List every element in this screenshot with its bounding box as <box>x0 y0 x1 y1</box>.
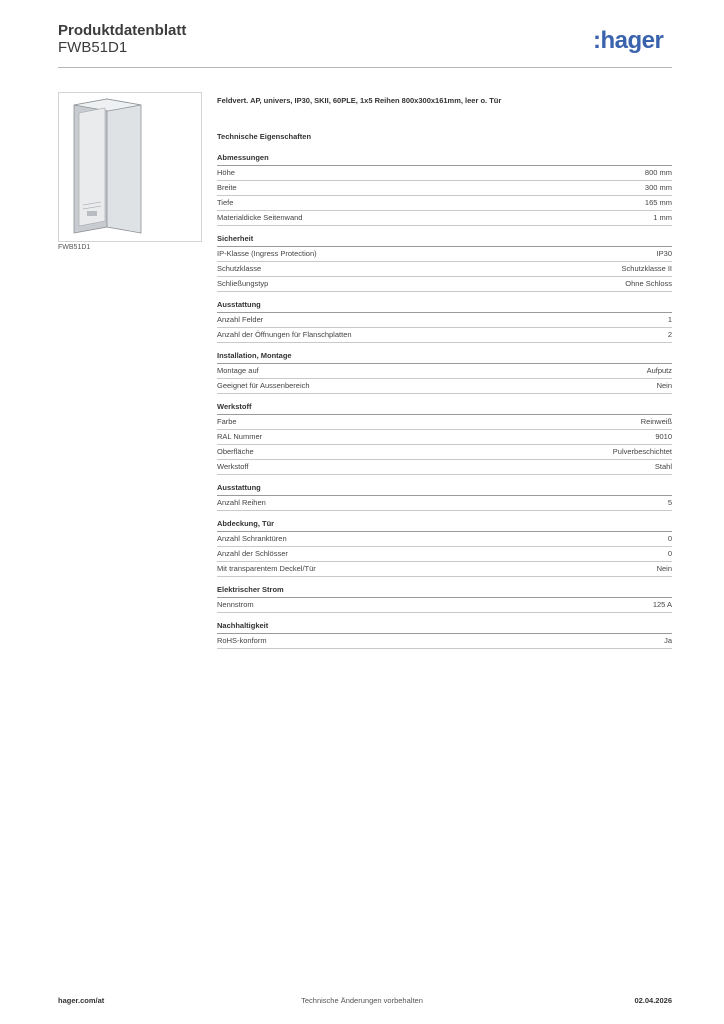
spec-label: Anzahl Schranktüren <box>217 534 287 543</box>
image-caption: FWB51D1 <box>58 244 91 251</box>
spec-section <box>217 153 672 226</box>
spec-label: Schließungstyp <box>217 279 269 288</box>
spec-value: Aufputz <box>646 366 672 375</box>
spec-label: Materialdicke Seitenwand <box>217 213 303 222</box>
section-title: Ausstattung <box>217 300 672 313</box>
spec-value: Reinweiß <box>640 417 672 426</box>
spec-label: Breite <box>217 183 237 192</box>
spec-row <box>217 379 672 394</box>
section-title: Sicherheit <box>217 234 672 247</box>
spec-value: Schutzklasse II <box>621 264 672 273</box>
spec-value: 5 <box>667 498 672 507</box>
section-title: Werkstoff <box>217 402 672 415</box>
spec-row <box>217 496 672 511</box>
spec-value: 1 <box>667 315 672 324</box>
header-divider <box>58 67 672 68</box>
spec-section <box>217 483 672 511</box>
spec-value: 1 mm <box>653 213 672 222</box>
spec-row <box>217 445 672 460</box>
spec-row <box>217 262 672 277</box>
spec-value: 2 <box>667 330 672 339</box>
spec-label: RoHS-konform <box>217 636 267 645</box>
spec-content <box>217 95 672 657</box>
spec-row <box>217 247 672 262</box>
tech-properties-title: Technische Eigenschaften <box>217 132 312 141</box>
spec-label: IP-Klasse (Ingress Protection) <box>217 249 317 258</box>
spec-section <box>217 402 672 475</box>
spec-value: 800 mm <box>644 168 672 177</box>
spec-row <box>217 277 672 292</box>
spec-row <box>217 313 672 328</box>
footer-date: 02.04.2026 <box>634 996 672 1005</box>
section-title: Elektrischer Strom <box>217 585 672 598</box>
spec-value: Stahl <box>654 462 672 471</box>
spec-row <box>217 430 672 445</box>
spec-value: 165 mm <box>644 198 672 207</box>
spec-section <box>217 234 672 292</box>
spec-sections <box>217 153 672 649</box>
spec-value: 0 <box>667 549 672 558</box>
spec-value: Pulverbeschichtet <box>612 447 672 456</box>
spec-value: 9010 <box>655 432 672 441</box>
spec-label: Schutzklasse <box>217 264 262 273</box>
spec-label: Nennstrom <box>217 600 254 609</box>
spec-row <box>217 181 672 196</box>
section-title: Abmessungen <box>217 153 672 166</box>
spec-row <box>217 532 672 547</box>
section-title: Ausstattung <box>217 483 672 496</box>
spec-label: Höhe <box>217 168 235 177</box>
spec-section <box>217 585 672 613</box>
spec-label: Geeignet für Aussenbereich <box>217 381 310 390</box>
spec-value: Nein <box>656 564 672 573</box>
spec-label: Tiefe <box>217 198 234 207</box>
section-title: Abdeckung, Tür <box>217 519 672 532</box>
footer-website: hager.com/at <box>58 996 105 1005</box>
spec-section <box>217 621 672 649</box>
spec-section <box>217 300 672 343</box>
spec-label: Oberfläche <box>217 447 254 456</box>
section-title: Nachhaltigkeit <box>217 621 672 634</box>
logo-text: hager <box>600 27 664 54</box>
spec-section <box>217 351 672 394</box>
spec-label: Montage auf <box>217 366 259 375</box>
enclosure-illustration-icon <box>59 93 201 241</box>
spec-value: 125 A <box>652 600 672 609</box>
spec-value: Ohne Schloss <box>625 279 672 288</box>
spec-row <box>217 634 672 649</box>
spec-row <box>217 415 672 430</box>
spec-label: Anzahl Felder <box>217 315 264 324</box>
product-image <box>58 92 202 242</box>
page-title: Produktdatenblatt <box>58 22 187 39</box>
spec-row <box>217 547 672 562</box>
spec-label: Anzahl Reihen <box>217 498 266 507</box>
hager-logo <box>593 27 663 55</box>
footer-disclaimer: Technische Änderungen vorbehalten <box>301 996 423 1005</box>
spec-row <box>217 598 672 613</box>
spec-row <box>217 364 672 379</box>
spec-row <box>217 196 672 211</box>
spec-label: Anzahl der Schlösser <box>217 549 288 558</box>
spec-section <box>217 519 672 577</box>
spec-label: RAL Nummer <box>217 432 263 441</box>
spec-label: Mit transparentem Deckel/Tür <box>217 564 316 573</box>
spec-label: Anzahl der Öffnungen für Flanschplatten <box>217 330 352 339</box>
logo-dots-icon: : <box>593 27 601 54</box>
product-description: Feldvert. AP, univers, IP30, SKII, 60PLE, 1x5 Reihen 800x300x161mm, leer o. Tür <box>217 96 502 105</box>
spec-row <box>217 166 672 181</box>
product-code: FWB51D1 <box>58 39 128 56</box>
spec-label: Farbe <box>217 417 237 426</box>
spec-row <box>217 562 672 577</box>
spec-value: Ja <box>664 636 672 645</box>
spec-row <box>217 211 672 226</box>
spec-label: Werkstoff <box>217 462 249 471</box>
spec-row <box>217 328 672 343</box>
spec-value: 300 mm <box>644 183 672 192</box>
spec-value: IP30 <box>656 249 672 258</box>
section-title: Installation, Montage <box>217 351 672 364</box>
spec-row <box>217 460 672 475</box>
spec-value: 0 <box>667 534 672 543</box>
spec-value: Nein <box>656 381 672 390</box>
